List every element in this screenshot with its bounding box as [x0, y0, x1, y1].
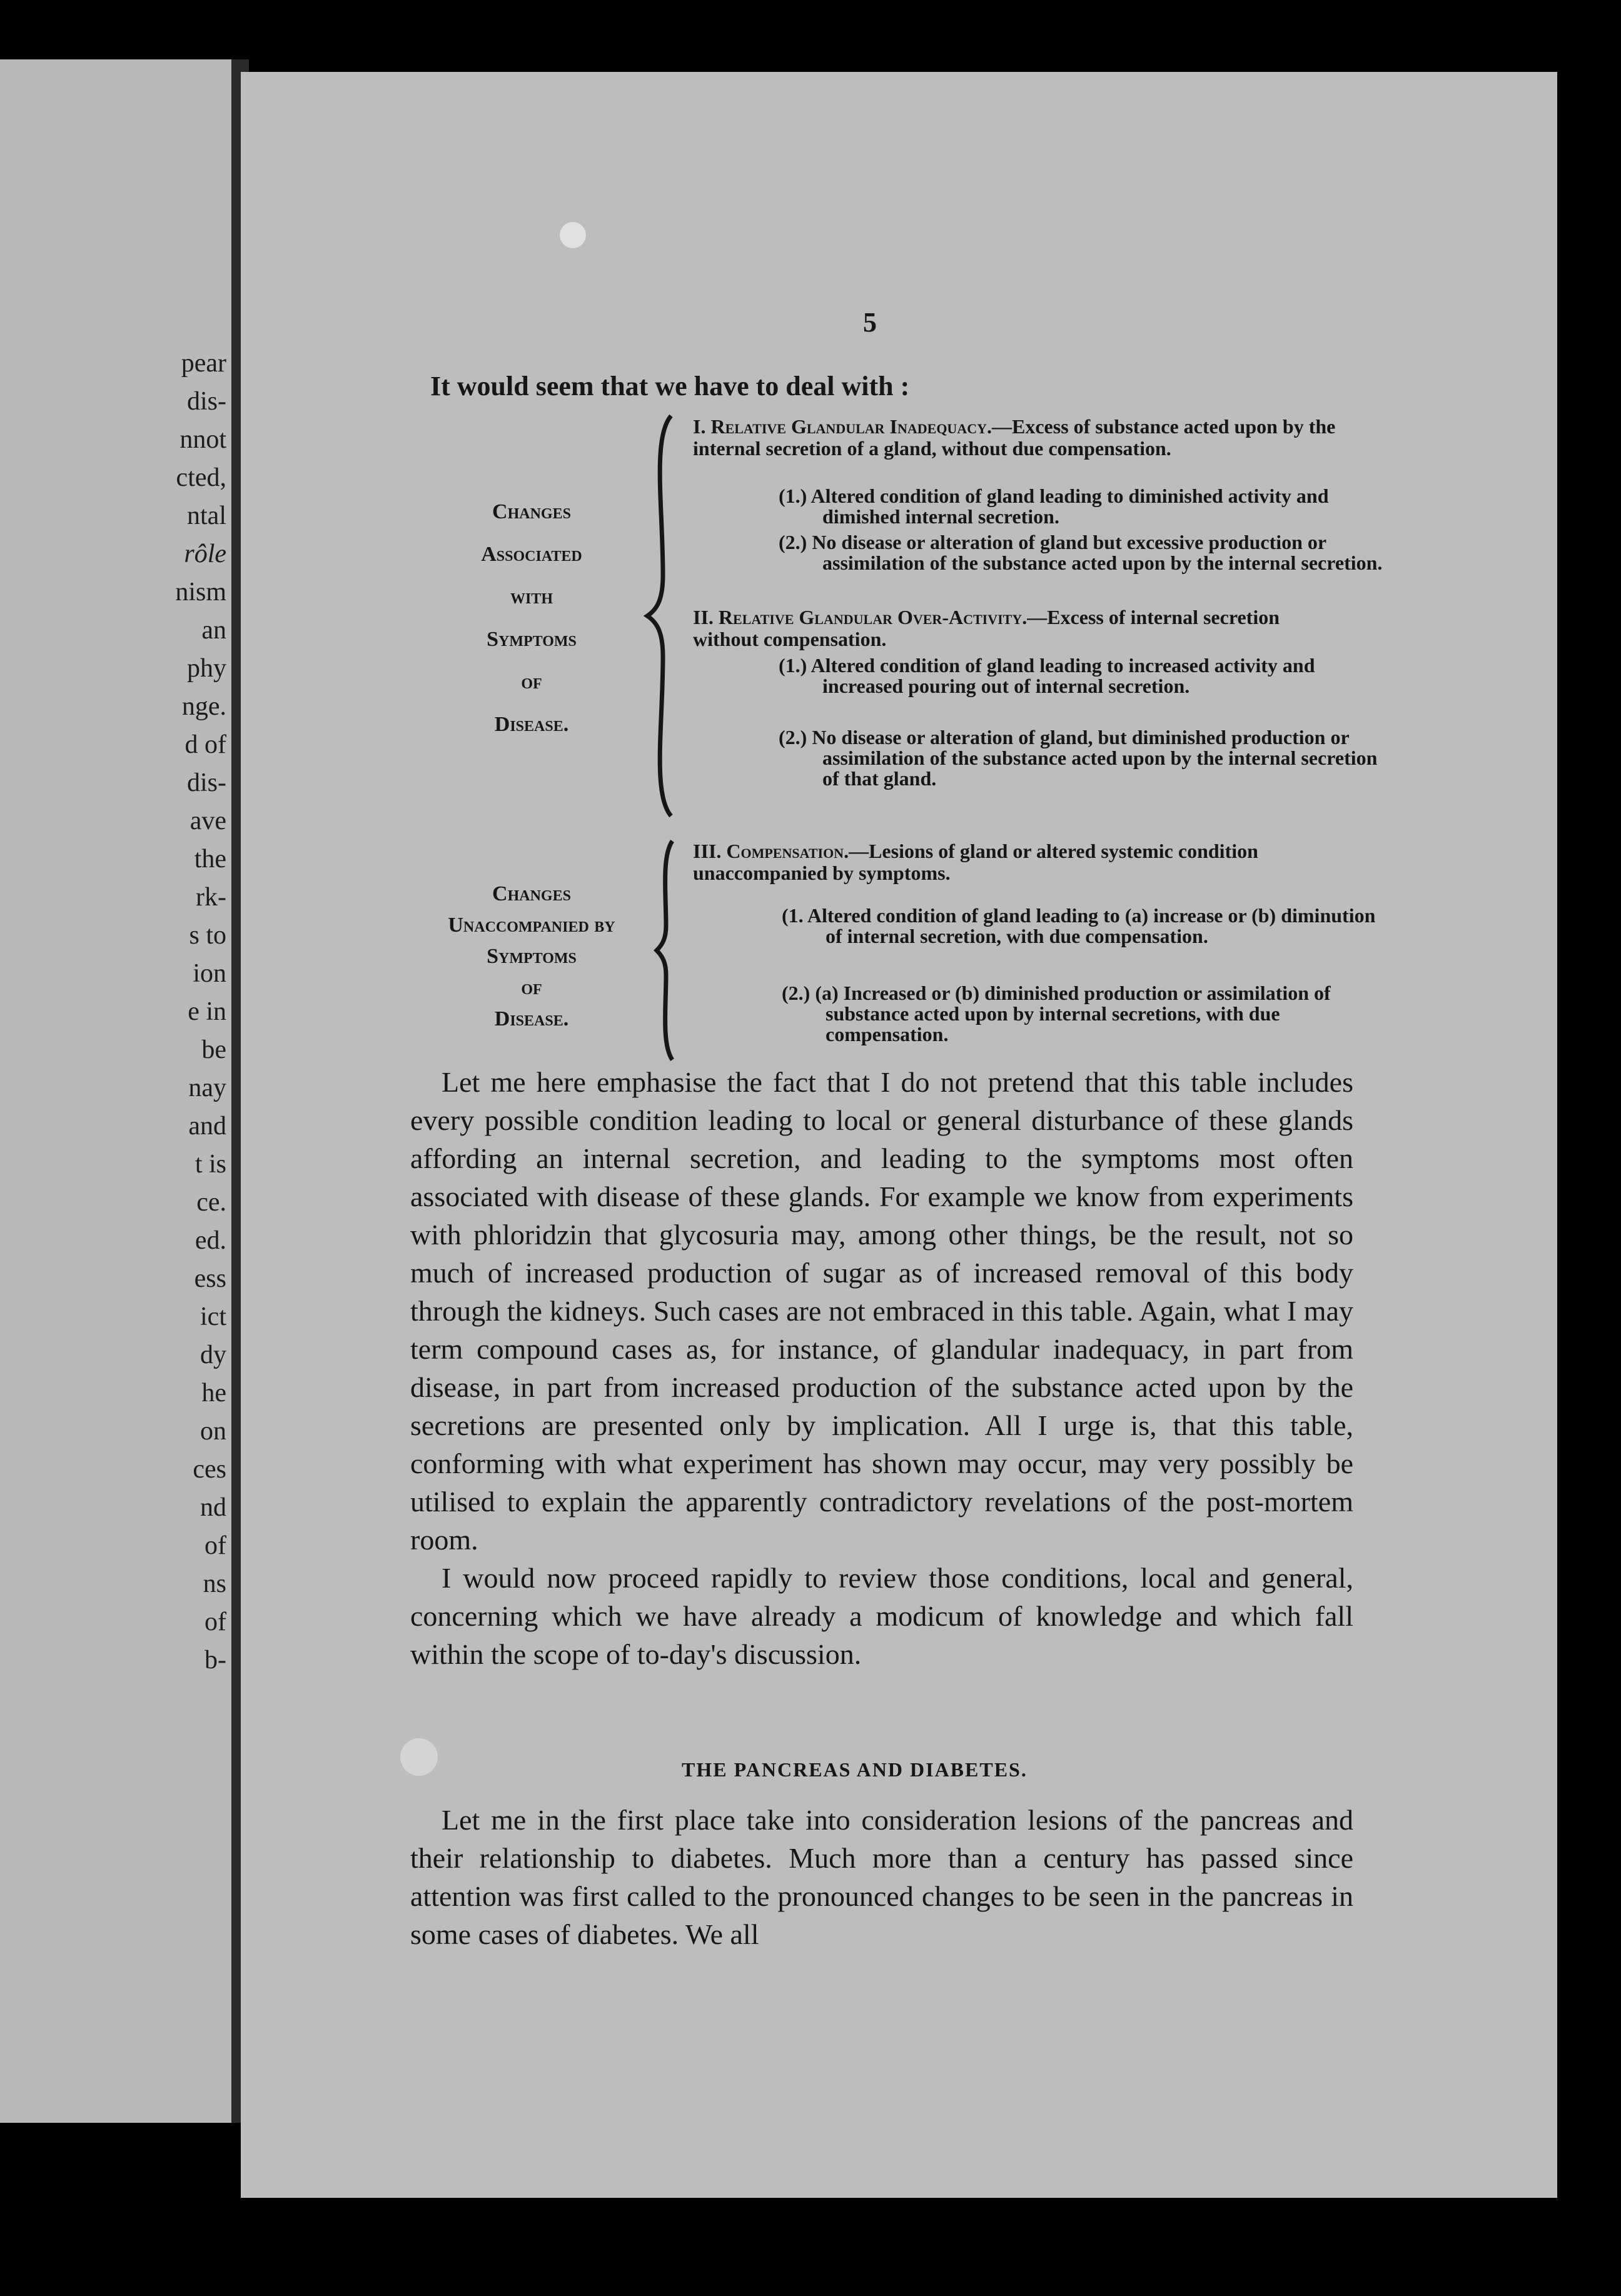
- item-1-sub-2: [779, 532, 1390, 573]
- left-fragment: b-: [205, 1646, 226, 1674]
- left-fragment: nism: [175, 578, 226, 607]
- left-fragment: an: [201, 616, 226, 645]
- sub-number: (2.): [779, 726, 807, 748]
- item-text: —Lesions of gland or altered systemic condition unaccompanied by symptoms.: [693, 840, 1258, 884]
- paragraph: Let me in the first place take into consideration lesions of the pancreas and their relationship to diabetes. Much more than a century has passed since attention was first called to the pronounced changes to be seen in the pancreas in some cases of diabetes. We all: [410, 1804, 1353, 1950]
- left-fragment: rk-: [196, 883, 226, 912]
- left-fragment: of: [205, 1608, 226, 1636]
- sub-number: (2.): [779, 531, 807, 553]
- group1-label-line: Disease.: [494, 713, 569, 736]
- item-2: [693, 607, 1346, 650]
- sub-text: (a) Increased or (b) diminished production or assimilation of substance acted upon by internal secretions, with due compensation.: [815, 982, 1331, 1045]
- group1-label-line: Associated: [481, 543, 582, 566]
- left-fragment: ce.: [196, 1188, 226, 1217]
- group2-label-line: of: [521, 976, 542, 999]
- item-2-sub-1: [779, 655, 1390, 697]
- left-fragment: ess: [194, 1264, 226, 1293]
- sub-number: (1.): [779, 485, 807, 507]
- page-number: 5: [863, 307, 877, 338]
- left-fragment: nge.: [181, 692, 226, 721]
- sub-text: Altered condition of gland leading to diminished activity and dimished internal secretion.: [810, 485, 1329, 528]
- group1-label-line: with: [510, 585, 553, 608]
- left-fragment: ns: [203, 1569, 226, 1598]
- item-text: —Excess of internal secretion without compensation.: [693, 606, 1280, 650]
- left-fragment: phy: [187, 654, 226, 683]
- group1-label-line: Symptoms: [487, 628, 577, 651]
- section-heading: THE PANCREAS AND DIABETES.: [682, 1758, 1028, 1781]
- left-fragment: ces: [193, 1455, 226, 1484]
- left-fragment: be: [201, 1035, 226, 1064]
- sub-text: No disease or alteration of gland but excessive production or assimilation of the substance acted upon by the internal secretion.: [812, 531, 1383, 574]
- sub-text: Altered condition of gland leading to increased activity and increased pouring out of internal secretion.: [810, 654, 1315, 697]
- left-fragment: of: [205, 1531, 226, 1560]
- left-fragment: nd: [200, 1493, 226, 1522]
- table-intro: It would seem that we have to deal with :: [430, 371, 910, 401]
- item-2-sub-2: [779, 727, 1390, 789]
- left-fragment: dy: [200, 1341, 226, 1369]
- left-fragment: he: [201, 1379, 226, 1407]
- group2-label-line: Changes: [492, 882, 571, 905]
- group2-label: [407, 879, 657, 1035]
- group1-label-line: of: [521, 670, 542, 693]
- left-page: [0, 59, 231, 2123]
- final-text: [410, 1801, 1353, 1953]
- left-fragment: and: [188, 1112, 226, 1140]
- group2-brace: [650, 838, 694, 1063]
- item-1: [693, 416, 1346, 460]
- item-3-sub-1: [782, 905, 1393, 947]
- item-3: [693, 840, 1346, 884]
- left-fragment: ion: [193, 959, 226, 988]
- paragraph: Let me here emphasise the fact that I do not pretend that this table includes every possible condition leading to local or general disturbance of these glands affording an internal secretion, and leading to the symptoms most often associated with disease of these glands. For example we know from experiments with phloridzin that glycosuria may, among other things, be the result, not so much of increased production of sugar as of increased removal of this body through the kidneys. Such cases are not embraced in this table. Again, what I may term compound cases as, for instance, of glandular inadequacy, in part from disease, in part from increased production of the substance acted upon by the secretions are presented only by implication. All I urge is, that this table, conforming with what experiment has shown may occur, may very possibly be utilised to explain the apparently contradictory revelations of the post-mortem room.: [410, 1066, 1353, 1556]
- paper-speck: [400, 1738, 438, 1776]
- left-fragment: ed.: [194, 1226, 226, 1255]
- group2-label-line: Disease.: [494, 1007, 569, 1030]
- left-fragment: dis-: [187, 768, 226, 797]
- group2-label-line: Symptoms: [487, 945, 577, 968]
- item-3-sub-2: [782, 983, 1393, 1045]
- left-fragment: d of: [184, 730, 226, 759]
- left-fragment: ave: [189, 807, 226, 835]
- left-fragment: ntal: [187, 501, 226, 530]
- item-title: Relative Glandular Inadequacy.: [710, 415, 992, 438]
- paper-speck: [560, 222, 586, 248]
- left-fragment: dis-: [187, 387, 226, 416]
- left-fragment: t is: [194, 1150, 226, 1179]
- item-text: —Excess of substance acted upon by the internal secretion of a gland, without due compensation.: [693, 415, 1336, 460]
- group1-label: [438, 491, 625, 746]
- left-fragment: rôle: [184, 540, 226, 568]
- sub-number: (2.): [782, 982, 810, 1004]
- item-number: I.: [693, 415, 706, 438]
- item-title: Relative Glandular Over-Activity.: [718, 606, 1028, 628]
- left-fragment: cted,: [176, 463, 226, 492]
- item-1-sub-1: [779, 486, 1390, 527]
- left-fragment: the: [194, 845, 226, 874]
- body-text: [410, 1063, 1353, 1673]
- item-number: II.: [693, 606, 714, 628]
- left-fragment: s to: [189, 921, 226, 950]
- paragraph: I would now proceed rapidly to review those conditions, local and general, concerning which we have already a modicum of knowledge and which fall within the scope of to-day's discussion.: [410, 1562, 1353, 1670]
- left-fragment: nay: [188, 1074, 226, 1102]
- sub-text: No disease or alteration of gland, but diminished production or assimilation of the substance acted upon by the internal secretion of that gland.: [812, 726, 1378, 790]
- left-fragment: nnot: [179, 425, 226, 454]
- sub-number: (1.): [779, 654, 807, 677]
- sub-number: (1.: [782, 904, 804, 927]
- left-fragment: ict: [200, 1302, 226, 1331]
- item-title: Compensation.: [726, 840, 849, 862]
- left-fragment: pear: [181, 349, 226, 378]
- left-fragment: e in: [188, 997, 226, 1026]
- left-fragment: on: [200, 1417, 226, 1446]
- group1-brace: [641, 413, 691, 819]
- sub-text: Altered condition of gland leading to (a) increase or (b) diminution of internal secretion, with due compensation.: [807, 904, 1376, 947]
- group1-label-line: Changes: [492, 500, 571, 523]
- item-number: III.: [693, 840, 722, 862]
- group2-label-line: Unaccompanied by: [448, 914, 615, 937]
